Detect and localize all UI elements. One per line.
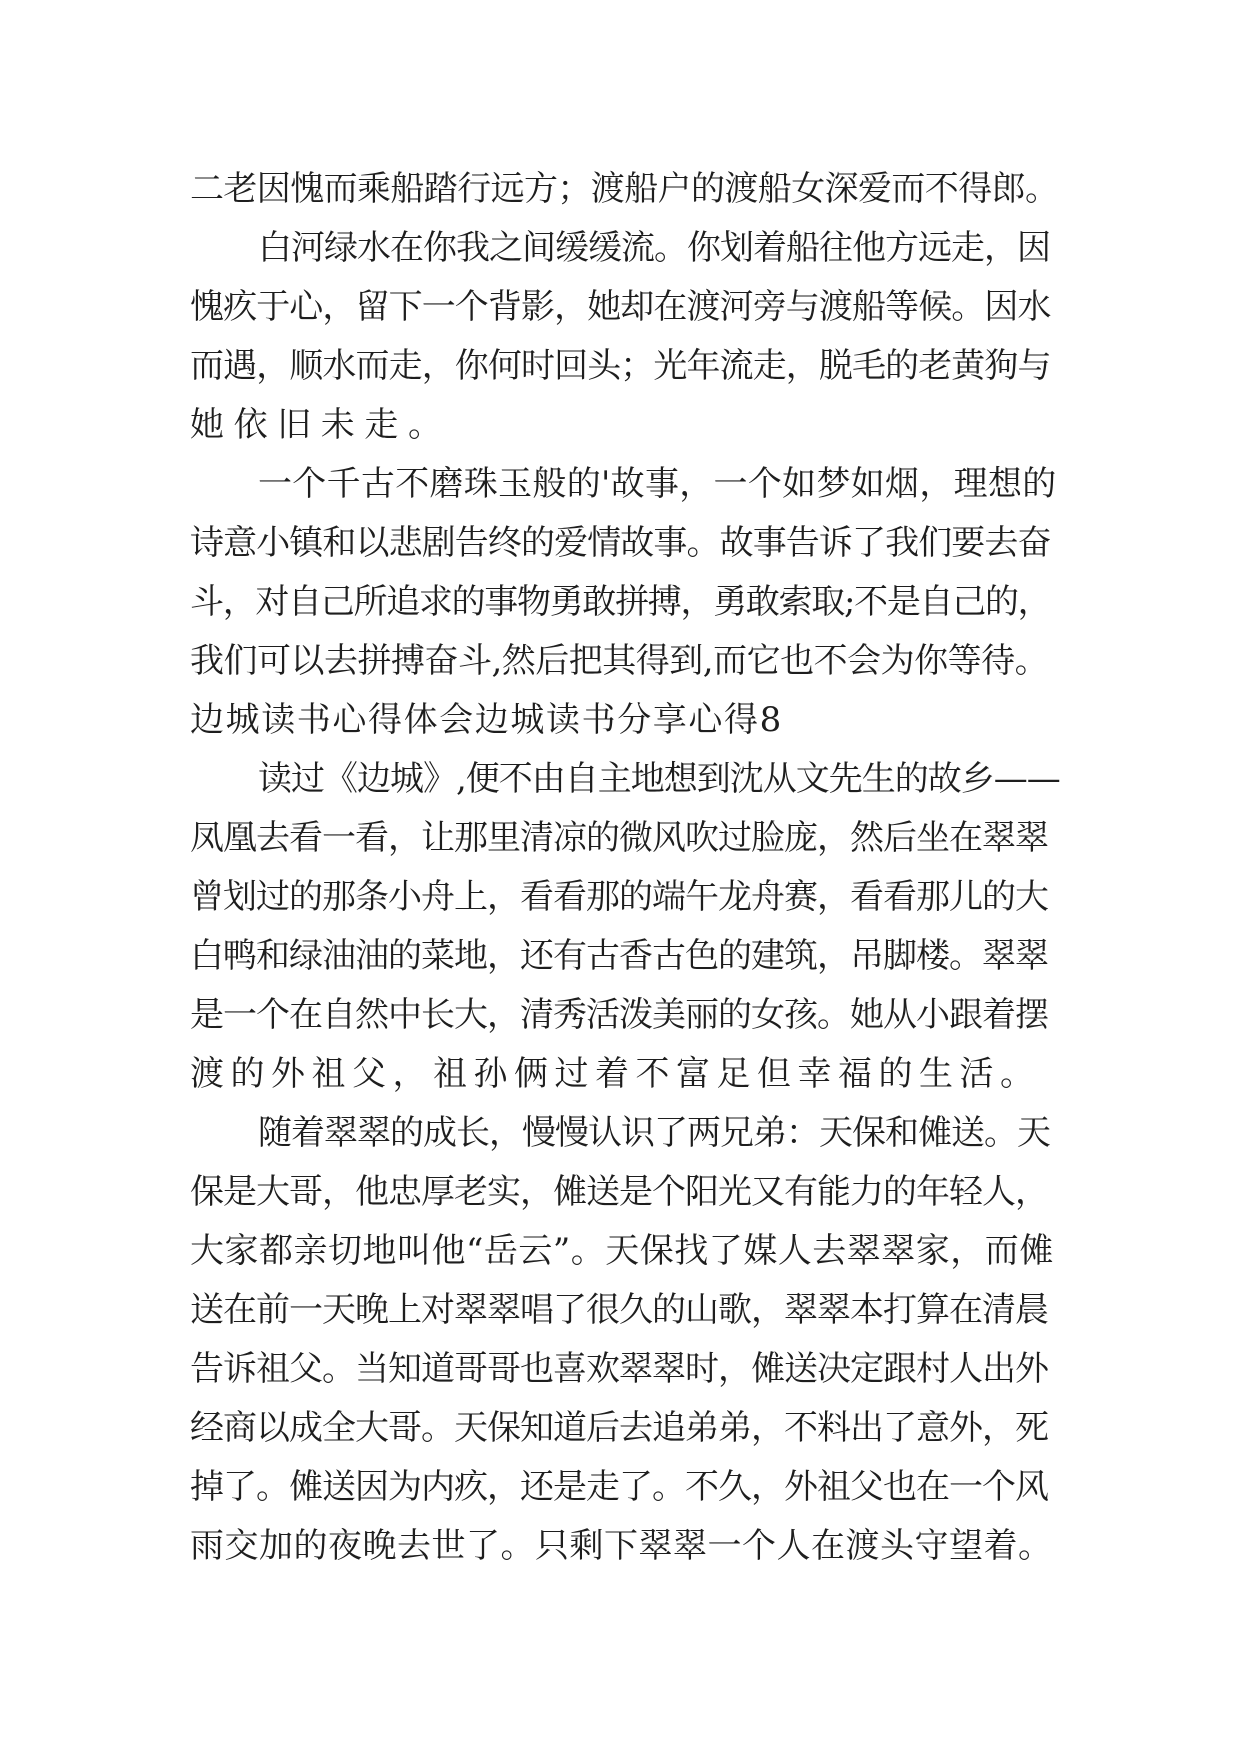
text-line: 白鸭和绿油油的菜地，还有古香古色的建筑，吊脚楼。翠翠 (190, 936, 1048, 976)
text-line: 送在前一天晚上对翠翠唱了很久的山歌，翠翠本打算在清晨 (190, 1290, 1048, 1330)
text-line: 我们可以去拼搏奋斗,然后把其得到,而它也不会为你等待。 (190, 641, 1049, 681)
text-line: 经商以成全大哥。天保知道后去追弟弟，不料出了意外，死 (190, 1408, 1048, 1448)
text-line: 她依旧未走。 (190, 405, 452, 445)
paragraph-first-line: 读过《边城》,便不由自主地想到沈从文先生的故乡—— (258, 759, 1060, 799)
text-line: 掉了。傩送因为内疚，还是走了。不久，外祖父也在一个风 (190, 1467, 1048, 1507)
text-line: 大家都亲切地叫他“岳云”。天保找了媒人去翠翠家，而傩 (190, 1231, 1054, 1271)
document-body (190, 160, 1060, 1576)
paragraph-first-line: 一个千古不磨珠玉般的'故事，一个如梦如烟，理想的 (258, 464, 1057, 504)
text-line: 斗，对自己所追求的事物勇敢拼搏，勇敢索取;不是自己的， (190, 582, 1051, 622)
text-line: 愧疚于心，留下一个背影，她却在渡河旁与渡船等候。因水 (190, 287, 1051, 327)
text-line: 保是大哥，他忠厚老实，傩送是个阳光又有能力的年轻人， (190, 1172, 1048, 1212)
text-line: 渡的外祖父，祖孙俩过着不富足但幸福的生活。 (190, 1054, 1041, 1094)
text-line: 曾划过的那条小舟上，看看那的端午龙舟赛，看看那儿的大 (190, 877, 1048, 917)
text-line: 二老因愧而乘船踏行远方；渡船户的渡船女深爱而不得郎。 (190, 169, 1059, 209)
paragraph-first-line: 白河绿水在你我之间缓缓流。你划着船往他方远走，因 (258, 228, 1050, 268)
text-line: 诗意小镇和以悲剧告终的爱情故事。故事告诉了我们要去奋 (190, 523, 1051, 563)
text-line: 而遇，顺水而走，你何时回头；光年流走，脱毛的老黄狗与 (190, 346, 1051, 386)
text-line: 凤凰去看一看，让那里清凉的微风吹过脸庞，然后坐在翠翠 (190, 818, 1048, 858)
paragraph-first-line: 随着翠翠的成长，慢慢认识了两兄弟：天保和傩送。天 (258, 1113, 1050, 1153)
text-line: 是一个在自然中长大，清秀活泼美丽的女孩。她从小跟着摆 (190, 995, 1048, 1035)
text-line: 雨交加的夜晚去世了。只剩下翠翠一个人在渡头守望着。 (190, 1526, 1053, 1566)
text-line: 告诉祖父。当知道哥哥也喜欢翠翠时，傩送决定跟村人出外 (190, 1349, 1048, 1389)
section-heading: 边城读书心得体会边城读书分享心得8 (190, 700, 783, 740)
